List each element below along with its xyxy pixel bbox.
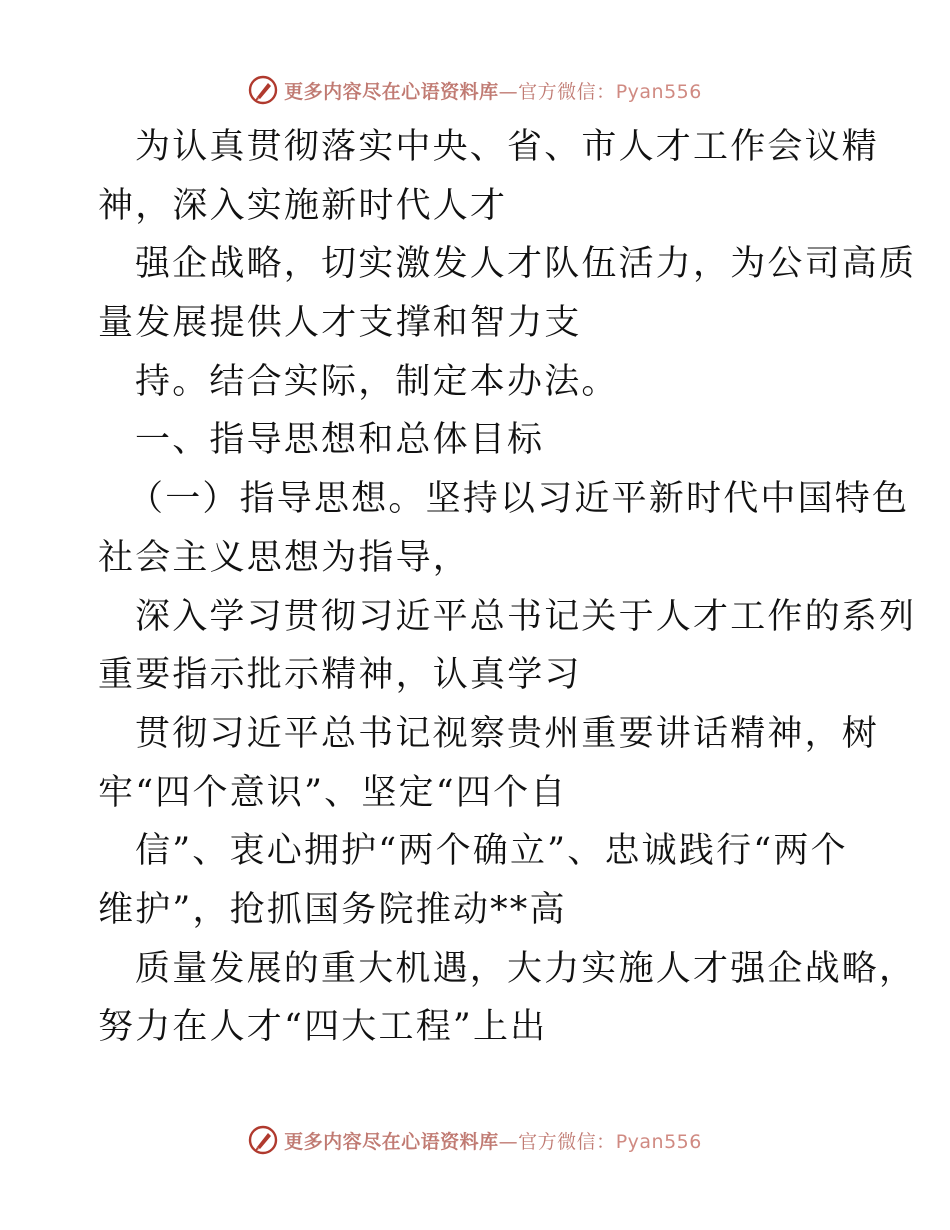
watermark-label: 官方微信： xyxy=(518,80,616,103)
text-line: 深入学习贯彻习近平总书记关于人才工作的系列 xyxy=(135,596,917,637)
text-line: 信”、衷心拥护“两个确立”、忠诚践行“两个 xyxy=(135,831,848,872)
watermark-wechat-id: Pyan556 xyxy=(615,80,702,103)
watermark-text xyxy=(284,77,702,104)
text-line: 维护”，抢抓国务院推动**高 xyxy=(98,889,567,930)
watermark-label: 官方微信： xyxy=(518,1130,616,1153)
text-line: 重要指示批示精神，认真学习 xyxy=(98,655,582,696)
text-line: 质量发展的重大机遇，大力实施人才强企战略， xyxy=(135,948,917,989)
watermark-prefix: 更多内容尽在心语资料库 xyxy=(284,80,499,103)
watermark-text xyxy=(284,1127,702,1154)
text-line: 量发展提供人才支撑和智力支 xyxy=(98,303,582,344)
text-line: 神，深入实施新时代人才 xyxy=(98,185,508,226)
section-heading: 一、指导思想和总体目标 xyxy=(135,420,545,461)
header-watermark xyxy=(0,72,950,108)
watermark-wechat-id: Pyan556 xyxy=(615,1130,702,1153)
document-body xyxy=(98,118,917,1057)
pen-logo-icon xyxy=(248,75,278,105)
text-line: 贯彻习近平总书记视察贵州重要讲话精神，树 xyxy=(135,713,880,754)
watermark-dash: — xyxy=(498,80,519,103)
pen-logo-icon xyxy=(248,1125,278,1155)
watermark-prefix: 更多内容尽在心语资料库 xyxy=(284,1130,499,1153)
footer-watermark xyxy=(0,1122,950,1158)
text-line: 牢“四个意识”、坚定“四个自 xyxy=(98,772,568,813)
text-line: 持。结合实际，制定本办法。 xyxy=(135,361,619,402)
watermark-dash: — xyxy=(498,1130,519,1153)
text-line: 为认真贯彻落实中央、省、市人才工作会议精 xyxy=(135,127,880,167)
text-line: 努力在人才“四大工程”上出 xyxy=(98,1007,548,1048)
text-line: 社会主义思想为指导， xyxy=(98,537,471,578)
text-line: 强企战略，切实激发人才队伍活力，为公司高质 xyxy=(135,244,917,285)
text-line: （一）指导思想。坚持以习近平新时代中国特色 xyxy=(128,479,910,520)
